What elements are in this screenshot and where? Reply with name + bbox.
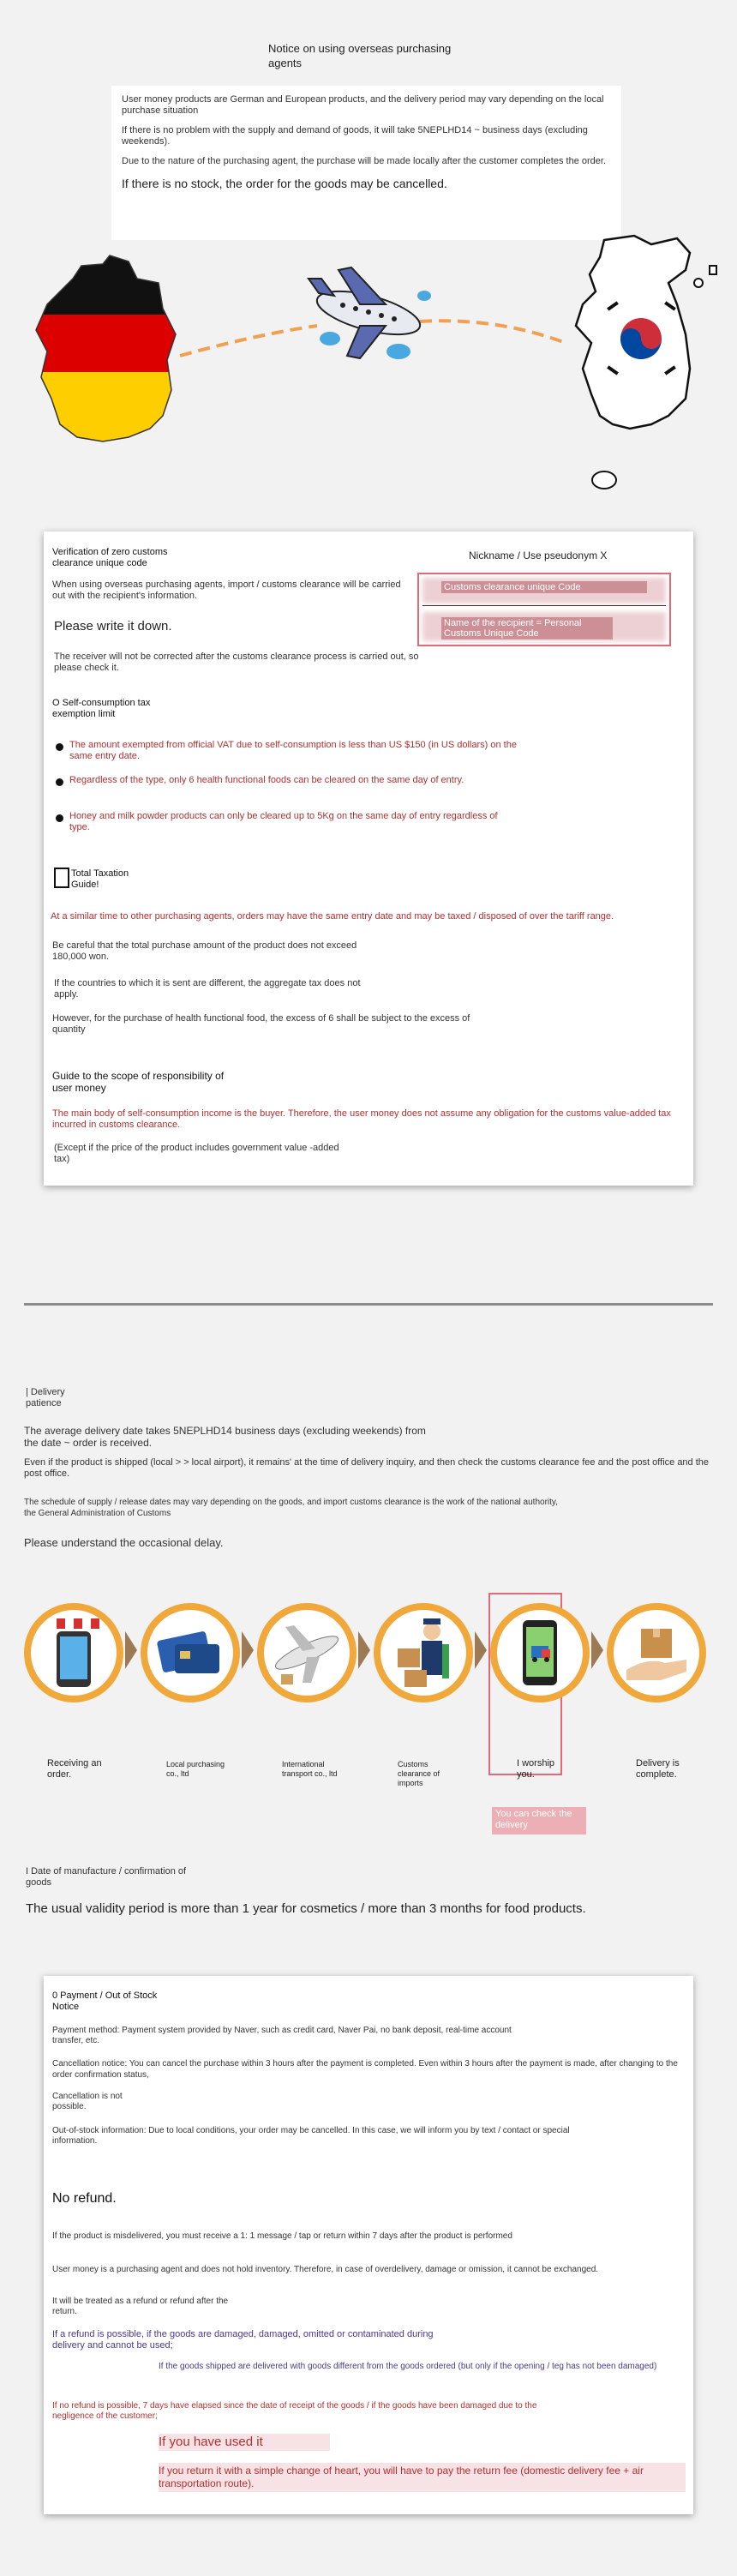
arrow-icon <box>125 1631 137 1669</box>
notice-paragraph: If there is no problem with the supply and demand of goods, it will take 5NEPLHD14 ~ business days (excluding weekends). <box>122 125 588 147</box>
manufacture-title: I Date of manufacture / confirmation of goods <box>26 1866 187 1888</box>
airplane-icon <box>309 267 431 359</box>
notice-paragraph: If there is no stock, the order for the goods may be cancelled. <box>122 177 447 190</box>
receiver-note: The receiver will not be corrected after the customs clearance process is carried out, so please check it. <box>54 652 419 673</box>
step-local-purchasing <box>141 1603 240 1702</box>
used-it-text: If you have used it <box>159 2434 330 2451</box>
airplane-icon <box>264 1610 350 1696</box>
scope-warning: The main body of self-consumption income is the buyer. Therefore, the user money does not assume any obligation for the customs value-added tax incurred in customs clearance. <box>52 1108 671 1130</box>
notice-box <box>111 86 621 240</box>
exemption-bullet: The amount exempted from official VAT due to self-consumption is less than US $150 (in US dollars) on the same entry date. <box>69 740 517 761</box>
recipient-info-box <box>417 573 671 646</box>
countries-note: If the countries to which it is sent are different, the aggregate tax does not apply. <box>54 978 361 1000</box>
delivery-schedule: The schedule of supply / release dates may vary depending on the goods, and import customs clearance is the work of the national authority, the General Administration of Customs <box>24 1498 558 1518</box>
notice-paragraph: Due to the nature of the purchasing agent, the purchase will be made locally after the customer completes the order. <box>122 156 606 166</box>
verification-title: Verification of zero customs clearance unique code <box>52 547 168 568</box>
step-international-transport <box>257 1603 357 1702</box>
step-label: I worship you. <box>517 1758 555 1780</box>
bullet-dot-icon <box>56 778 63 786</box>
korea-map-icon <box>576 236 716 489</box>
arrow-icon <box>358 1631 370 1669</box>
bullet-dot-icon <box>56 743 63 751</box>
notice-paragraph: User money products are German and European products, and the delivery period may vary depending on the local purchase situation <box>122 94 604 116</box>
customs-officer-icon <box>380 1610 466 1696</box>
scope-title: Guide to the scope of responsibility of user money <box>52 1070 225 1094</box>
taxation-warning: At a similar time to other purchasing agents, orders may have the same entry date and may be taxed / disposed of over the tariff range. <box>51 911 614 922</box>
step-delivery-tracking <box>490 1603 590 1702</box>
out-of-stock-info: Out-of-stock information: Due to local conditions, your order may be cancelled. In this case, we will inform you by text / contact or special information. <box>52 2126 570 2146</box>
taxation-title: Total Taxation Guide! <box>71 868 129 890</box>
verification-intro: When using overseas purchasing agents, import / customs clearance will be carried out with the recipient's information. <box>52 579 401 601</box>
step-label: International transport co., ltd <box>282 1760 338 1778</box>
customs-code-field: Customs clearance unique Code <box>441 581 647 593</box>
step-delivery-complete <box>607 1603 706 1702</box>
shop-phone-icon <box>31 1610 117 1696</box>
cancellation-not-possible: Cancellation is not possible. <box>52 2092 123 2111</box>
different-goods-note: If the goods shipped are delivered with goods different from the goods ordered (but only if the opening / teg has not been damaged) <box>159 2362 657 2371</box>
please-write-text: Please write it down. <box>54 619 172 633</box>
exemption-bullet: Regardless of the type, only 6 health functional foods can be cleared on the same day of entry. <box>69 775 464 785</box>
step-customs-clearance <box>374 1603 473 1702</box>
refund-possible-note: If a refund is possible, if the goods are damaged, damaged, omitted or contaminated during delivery and cannot be used; <box>52 2329 434 2351</box>
arrow-icon <box>242 1631 254 1669</box>
misdelivered-note: If the product is misdelivered, you must receive a 1: 1 message / tap or return within 7 days after the product is performed <box>52 2231 512 2241</box>
nickname-label: Nickname / Use pseudonym X <box>469 549 608 561</box>
cancellation-notice: Cancellation notice: You can cancel the purchase within 3 hours after the payment is completed. Even within 3 hours after the payment is made, after changing to the order confirmation status, <box>52 2059 678 2080</box>
careful-note: Be careful that the total purchase amount of the product does not exceed 180,000 won. <box>52 940 357 962</box>
delivery-understand: Please understand the occasional delay. <box>24 1536 224 1549</box>
germany-map-icon <box>26 249 189 449</box>
no-refund-title: No refund. <box>52 2191 117 2206</box>
validity-text: The usual validity period is more than 1 year for cosmetics / more than 3 months for food products. <box>26 1901 586 1916</box>
section-divider <box>24 1303 713 1306</box>
step-label: Delivery is complete. <box>636 1758 680 1780</box>
germany-korea-illustration <box>0 231 737 523</box>
notice-title: Notice on using overseas purchasing agents <box>268 42 452 69</box>
step-label: Customs clearance of imports <box>398 1760 440 1787</box>
step-label: Local purchasing co., ltd <box>166 1760 225 1778</box>
credit-card-icon <box>147 1610 233 1696</box>
delivery-check-note: You can check the delivery <box>492 1807 586 1834</box>
change-of-heart-note: If you return it with a simple change of heart, you will have to pay the return fee (domestic delivery fee + air transportation route). <box>159 2463 686 2492</box>
arrow-icon <box>475 1631 487 1669</box>
delivery-title: | Delivery patience <box>26 1387 65 1408</box>
delivery-average: The average delivery date takes 5NEPLHD14 business days (excluding weekends) from the date ~ order is received. <box>24 1425 426 1449</box>
payment-card <box>44 1976 693 2514</box>
step-receiving-order <box>24 1603 123 1702</box>
package-hand-icon <box>614 1610 699 1696</box>
delivery-shipped: Even if the product is shipped (local > > local airport), it remains' at the time of delivery inquiry, and then check the customs clearance fee and the post office and the post office. <box>24 1457 710 1479</box>
except-note: (Except if the price of the product includes government value -added tax) <box>54 1143 339 1164</box>
treated-note: It will be treated as a refund or refund after the return. <box>52 2297 229 2316</box>
phone-truck-icon <box>497 1610 583 1696</box>
step-label: Receiving an order. <box>47 1758 102 1780</box>
bullet-dot-icon <box>56 814 63 822</box>
checkbox-icon <box>54 868 69 888</box>
payment-method: Payment method: Payment system provided by Naver, such as credit card, Naver Pai, no bank deposit, real-time account transfer, etc. <box>52 2026 512 2045</box>
no-inventory-note: User money is a purchasing agent and does not hold inventory. Therefore, in case of overdelivery, damage or omission, it cannot be exchanged. <box>52 2265 599 2274</box>
arrow-icon <box>591 1631 603 1669</box>
health-food-note: However, for the purchase of health functional food, the excess of 6 shall be subject to the excess of quantity <box>52 1013 470 1035</box>
recipient-name-field: Name of the recipient = Personal Customs Unique Code <box>441 617 613 639</box>
exemption-bullet: Honey and milk powder products can only be cleared up to 5Kg on the same day of entry regardless of type. <box>69 811 498 832</box>
payment-title: 0 Payment / Out of Stock Notice <box>52 1991 158 2012</box>
no-refund-condition: If no refund is possible, 7 days have elapsed since the date of receipt of the goods / if the goods have been damaged due to the negligence of the customer; <box>52 2401 537 2421</box>
self-consumption-title: O Self-consumption tax exemption limit <box>52 698 151 719</box>
customs-card <box>44 531 693 1186</box>
